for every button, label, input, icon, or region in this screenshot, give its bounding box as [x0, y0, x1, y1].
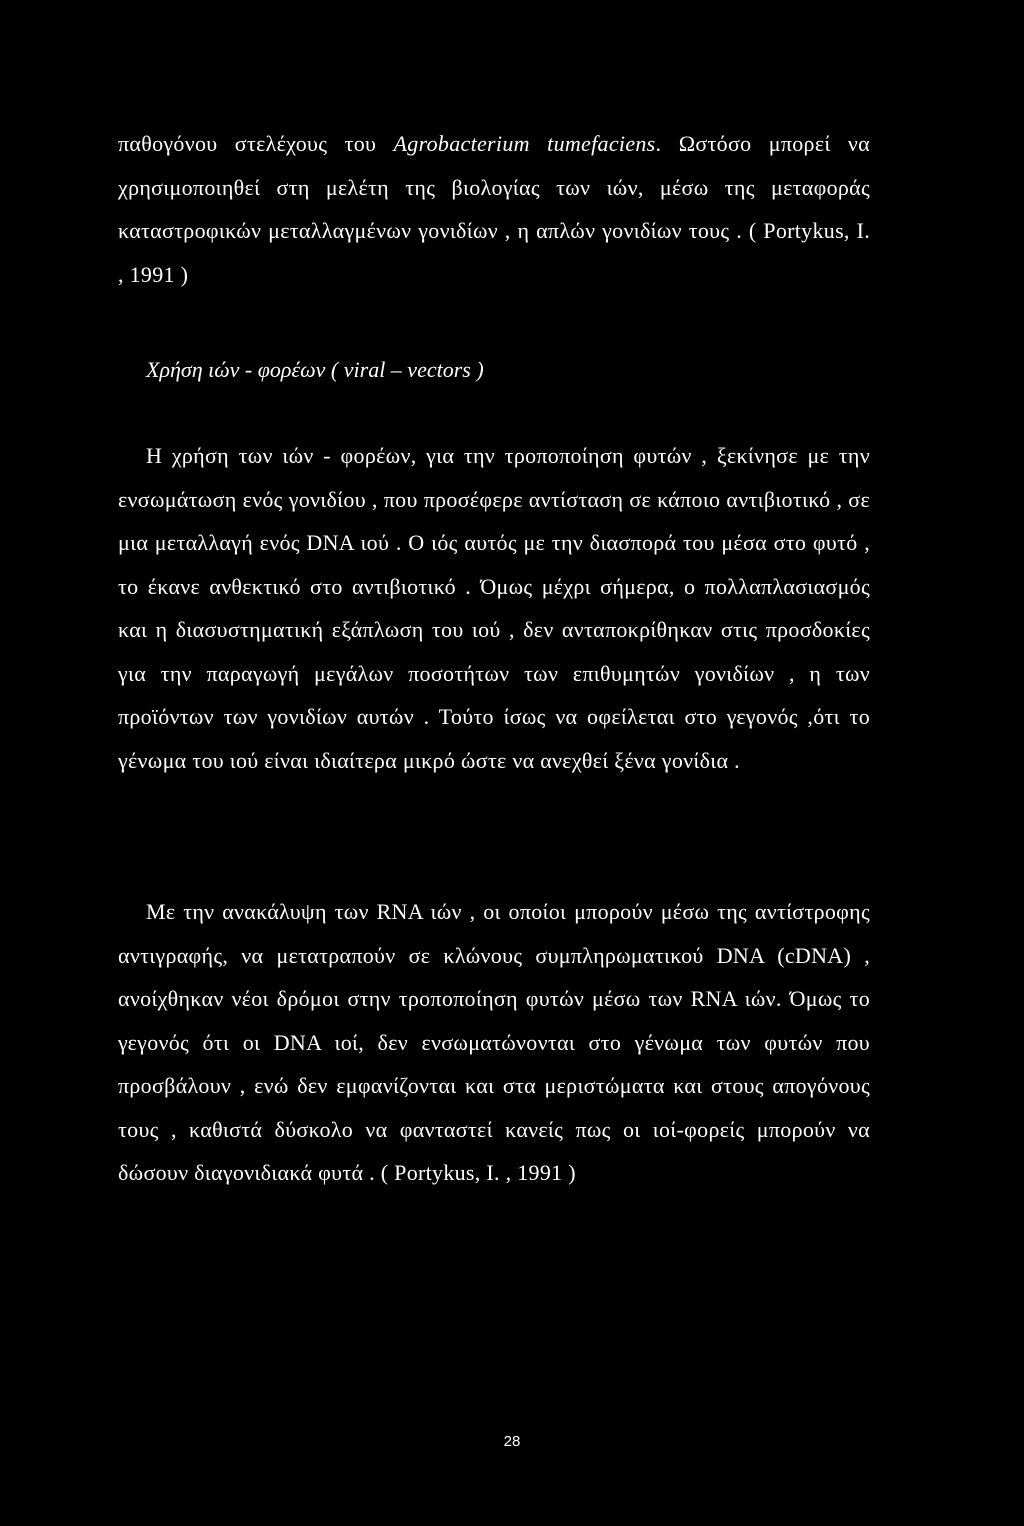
- paragraph-1-start: παθογόνου στελέχους του: [118, 131, 394, 156]
- paragraph-rna-viruses: Με την ανακάλυψη των RNA ιών , οι οποίοι μπορούν μέσω της αντίστροφης αντιγραφής, να μετατραπούν σε κλώνους συμπληρωματικού DNA (cDNA) , ανοίχθηκαν νέοι δρόμοι στην τροποποίηση φυτών μέσω των RNA ιών. Όμως το γεγονός ότι οι DNA ιοί, δεν ενσωματώνονται στο γένωμα των φυτών που προσβάλουν , ενώ δεν εμφανίζονται και στα μεριστώματα και στους απογόνους τους , καθιστά δύσκολο να φανταστεί κανείς πως οι ιοί-φορείς μπορούν να δώσουν διαγονιδιακά φυτά . ( Portykus, I. , 1991 ): [118, 899, 870, 1185]
- paragraph-continuation: [118, 122, 870, 296]
- page-number: 28: [503, 1433, 521, 1450]
- paragraph-1-end: . Ωστόσο μπορεί να χρησιμοποιηθεί στη μελέτη της βιολογίας των ιών, μέσω της μεταφοράς καταστροφικών μεταλλαγμένων γονιδίων , η απλών γονιδίων τους . ( Portykus, I. , 1991 ): [118, 131, 870, 287]
- paragraph-viral-vectors: Η χρήση των ιών - φορέων, για την τροποποίηση φυτών , ξεκίνησε με την ενσωμάτωση ενός γονιδίου , που προσέφερε αντίσταση σε κάποιο αντιβιοτικό , σε μια μεταλλαγή ενός DNA ιού . Ο ιός αυτός με την διασπορά του μέσα στο φυτό , το έκανε ανθεκτικό στο αντιβιοτικό . Όμως μέχρι σήμερα, ο πολλαπλασιασμός και η διασυστηματική εξάπλωση του ιού , δεν ανταποκρίθηκαν στις προσδοκίες για την παραγωγή μεγάλων ποσοτήτων των επιθυμητών γονιδίων , η των προϊόντων των γονιδίων αυτών . Τούτο ίσως να οφείλεται στο γεγονός ,ότι το γένωμα του ιού είναι ιδιαίτερα μικρό ώστε να ανεχθεί ξένα γονίδια .: [118, 443, 870, 773]
- section-heading: Χρήση ιών - φορέων ( viral – vectors ): [146, 357, 484, 382]
- species-name: Agrobacterium tumefaciens: [393, 131, 656, 156]
